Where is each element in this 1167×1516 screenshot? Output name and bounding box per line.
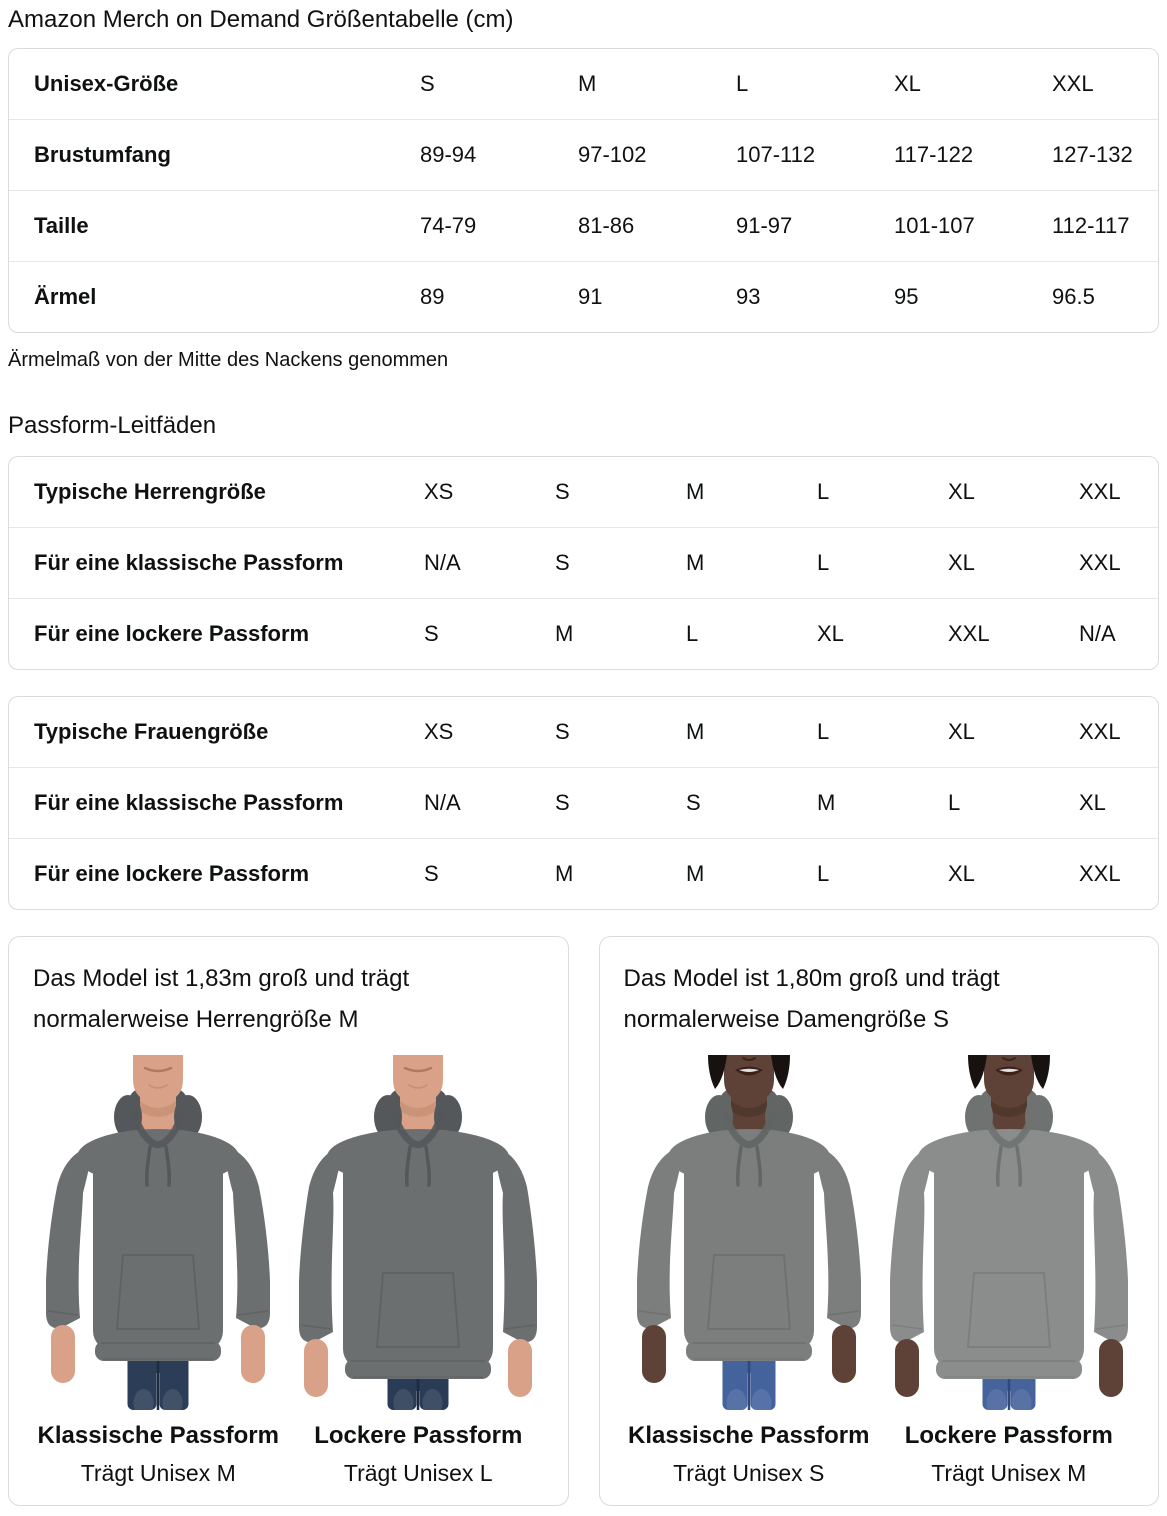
value-cell: N/A	[1079, 621, 1116, 646]
fit-label: Lockere Passform	[314, 1421, 523, 1449]
value-cell: M	[555, 621, 574, 646]
value-cell: XS	[424, 479, 454, 504]
table-row	[9, 119, 1158, 190]
model-card-women	[599, 936, 1160, 1506]
value-cell: XL	[1079, 790, 1106, 815]
value-cell: 112-117	[1052, 213, 1130, 238]
value-cell: XXL	[948, 621, 990, 646]
fit-label: Lockere Passform	[904, 1421, 1113, 1449]
value-cell: 96.5	[1052, 284, 1095, 309]
value-cell: 107-112	[736, 142, 816, 167]
value-cell: XL	[948, 719, 975, 744]
row-label: Ärmel	[34, 284, 97, 309]
model-cards-row	[8, 936, 1159, 1506]
value-cell: S	[424, 861, 439, 886]
table-row	[9, 527, 1158, 598]
photo-caption	[38, 1422, 279, 1487]
row-label: Für eine klassische Passform	[34, 790, 344, 815]
figure-column	[884, 1055, 1134, 1487]
value-cell: L	[817, 479, 830, 504]
model-description: Das Model ist 1,80m groß und trägt normalerweise Damengröße S	[623, 965, 1000, 1033]
size-cell: XXL	[1052, 71, 1094, 96]
value-cell: XXL	[1079, 719, 1121, 744]
value-cell: 91-97	[736, 213, 793, 238]
value-cell: M	[686, 861, 705, 886]
model-photos	[624, 1055, 1135, 1487]
value-cell: L	[686, 621, 699, 646]
table-row	[9, 838, 1158, 909]
value-cell: L	[817, 550, 830, 575]
worn-size-label: Trägt Unisex M	[931, 1459, 1087, 1486]
size-cell: S	[420, 71, 435, 96]
value-cell: S	[555, 550, 570, 575]
value-cell: M	[686, 479, 705, 504]
value-cell: 117-122	[894, 142, 974, 167]
table-row	[9, 457, 1158, 527]
value-cell: L	[817, 719, 830, 744]
size-cell: XL	[894, 71, 921, 96]
table-row	[9, 697, 1158, 767]
row-label: Typische Frauengröße	[34, 719, 269, 744]
womens-fit-table	[8, 696, 1159, 910]
model-description: Das Model ist 1,83m groß und trägt normalerweise Herrengröße M	[33, 965, 410, 1033]
value-cell: 81-86	[578, 213, 635, 238]
page-title: Amazon Merch on Demand Größentabelle (cm)	[8, 6, 514, 33]
fit-label: Klassische Passform	[37, 1421, 279, 1449]
size-cell: L	[736, 71, 749, 96]
figure-column	[624, 1055, 874, 1487]
worn-size-label: Trägt Unisex M	[80, 1459, 236, 1486]
value-cell: S	[555, 479, 570, 504]
value-cell: S	[555, 719, 570, 744]
figure-column	[33, 1055, 283, 1487]
model-photo-female-classic-fit	[624, 1055, 874, 1410]
fit-label: Klassische Passform	[628, 1421, 870, 1449]
value-cell: 93	[736, 284, 761, 309]
value-cell: N/A	[424, 790, 461, 815]
value-cell: XL	[948, 550, 975, 575]
photo-caption	[905, 1422, 1113, 1487]
photo-caption	[628, 1422, 869, 1487]
table-row	[9, 261, 1158, 332]
worn-size-label: Trägt Unisex L	[343, 1459, 493, 1486]
value-cell: L	[817, 861, 830, 886]
model-photo-male-classic-fit	[33, 1055, 283, 1410]
value-cell: XXL	[1079, 550, 1121, 575]
table-row	[9, 49, 1158, 119]
photo-caption	[314, 1422, 522, 1487]
sleeve-measure-footnote: Ärmelmaß von der Mitte des Nackens genommen	[8, 349, 449, 371]
model-photos	[33, 1055, 544, 1487]
row-label: Taille	[34, 213, 89, 238]
row-label: Brustumfang	[34, 142, 171, 167]
row-label: Für eine klassische Passform	[34, 550, 344, 575]
value-cell: 89-94	[420, 142, 477, 167]
value-cell: M	[555, 861, 574, 886]
value-cell: S	[686, 790, 701, 815]
value-cell: 95	[894, 284, 919, 309]
model-card-men	[8, 936, 569, 1506]
table-row	[9, 190, 1158, 261]
unisex-size-table	[8, 48, 1159, 333]
value-cell: 74-79	[420, 213, 477, 238]
row-label: Für eine lockere Passform	[34, 861, 310, 886]
fit-guides-heading: Passform-Leitfäden	[8, 412, 217, 439]
value-cell: M	[686, 550, 705, 575]
table-row	[9, 598, 1158, 669]
value-cell: M	[817, 790, 836, 815]
mens-fit-table	[8, 456, 1159, 670]
value-cell: 89	[420, 284, 445, 309]
value-cell: XL	[817, 621, 844, 646]
model-photo-male-loose-fit	[293, 1055, 543, 1410]
worn-size-label: Trägt Unisex S	[673, 1459, 825, 1486]
value-cell: XXL	[1079, 479, 1121, 504]
size-cell: M	[578, 71, 597, 96]
value-cell: XS	[424, 719, 454, 744]
model-photo-female-loose-fit	[884, 1055, 1134, 1410]
value-cell: 101-107	[894, 213, 975, 238]
value-cell: M	[686, 719, 705, 744]
value-cell: XL	[948, 479, 975, 504]
row-label: Unisex-Größe	[34, 71, 179, 96]
value-cell: XL	[948, 861, 975, 886]
table-row	[9, 767, 1158, 838]
row-label: Für eine lockere Passform	[34, 621, 310, 646]
value-cell: 97-102	[578, 142, 647, 167]
value-cell: XXL	[1079, 861, 1121, 886]
value-cell: L	[948, 790, 961, 815]
figure-column	[293, 1055, 543, 1487]
value-cell: S	[424, 621, 439, 646]
row-label: Typische Herrengröße	[34, 479, 266, 504]
value-cell: 127-132	[1052, 142, 1133, 167]
value-cell: S	[555, 790, 570, 815]
value-cell: N/A	[424, 550, 461, 575]
value-cell: 91	[578, 284, 603, 309]
